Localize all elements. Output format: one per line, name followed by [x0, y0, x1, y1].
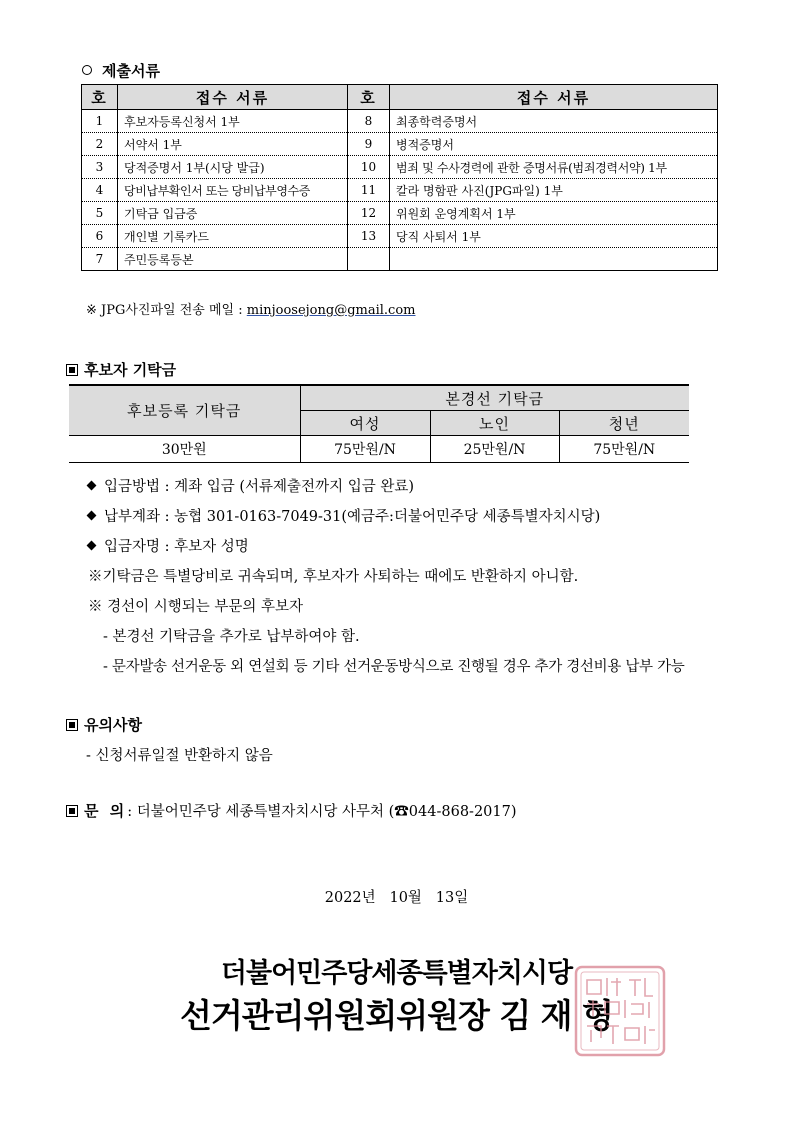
table-row: [82, 110, 718, 133]
table-row: [82, 248, 718, 271]
inquiry-heading: 문 의: [84, 802, 128, 820]
bullet-text: 입금자명 : 후보자 성명: [104, 539, 249, 555]
table-header-row: [69, 385, 689, 411]
table-row: [82, 133, 718, 156]
table-row: [82, 179, 718, 202]
caution-item: - 신청서류일절 반환하지 않음: [86, 748, 273, 764]
email-note: [86, 299, 416, 318]
diamond-bullet-icon: [87, 541, 97, 551]
doc-no: 7: [82, 248, 118, 271]
note-primary-item: - 문자발송 선거운동 외 연설회 등 기타 선거운동방식으로 진행될 경우 추가 경선비용 납부 가능: [103, 659, 685, 675]
submit-documents-table: [81, 84, 718, 271]
doc-name: 개인별 기록카드: [118, 225, 348, 248]
document-date: 2022년 10월 13일: [324, 890, 469, 906]
header-no: 호: [348, 85, 390, 110]
doc-name: 당직 사퇴서 1부: [390, 225, 718, 248]
doc-no: 9: [348, 133, 390, 156]
email-note-label: ※ JPG사진파일 전송 메일 :: [86, 303, 247, 318]
inquiry-row: [66, 800, 517, 821]
doc-no: 4: [82, 179, 118, 202]
doc-no: 8: [348, 110, 390, 133]
diamond-bullet-icon: [87, 481, 97, 491]
doc-no: 3: [82, 156, 118, 179]
doc-no: 13: [348, 225, 390, 248]
header-youth: 청년: [559, 411, 689, 436]
doc-name: 최종학력증명서: [390, 110, 718, 133]
doc-name: 후보자등록신청서 1부: [118, 110, 348, 133]
elderly-deposit-value: 25만원/N: [430, 436, 559, 463]
table-row: [82, 225, 718, 248]
caution-heading: 유의사항: [84, 716, 142, 734]
header-registration-deposit: 후보등록 기탁금: [69, 385, 300, 436]
square-bullet-icon: [66, 364, 78, 376]
doc-no: 12: [348, 202, 390, 225]
submit-heading: 제출서류: [102, 62, 160, 80]
signer-title: 선거관리위원회위원장 김 재 형: [180, 996, 613, 1035]
note-refund: ※기탁금은 특별당비로 귀속되며, 후보자가 사퇴하는 때에도 반환하지 아니함.: [88, 569, 579, 585]
doc-name: 기탁금 입금증: [118, 202, 348, 225]
caution-heading-row: [66, 714, 142, 735]
inquiry-text: : 더불어민주당 세종특별자치시당 사무처 (☎044-868-2017): [127, 804, 517, 820]
note-primary: ※ 경선이 시행되는 부문의 후보자: [88, 599, 304, 615]
header-document: 접수 서류: [390, 85, 718, 110]
women-deposit-value: 75만원/N: [300, 436, 430, 463]
square-bullet-icon: [66, 805, 78, 817]
doc-no: 6: [82, 225, 118, 248]
official-seal-icon: [573, 964, 667, 1058]
deposit-heading-row: [66, 359, 176, 380]
deposit-table: [69, 384, 689, 463]
circle-bullet-icon: [82, 65, 92, 75]
table-row: [69, 436, 689, 463]
bullet-account: [88, 505, 600, 526]
table-row: [82, 156, 718, 179]
doc-no: [348, 248, 390, 271]
doc-name: 당비납부확인서 또는 당비납부영수증: [118, 179, 348, 202]
submit-heading-row: [82, 60, 160, 81]
doc-name: 서약서 1부: [118, 133, 348, 156]
bullet-depositor: [88, 535, 249, 556]
organization-name: 더불어민주당세종특별자치시당: [220, 958, 573, 989]
doc-no: 10: [348, 156, 390, 179]
header-elderly: 노인: [430, 411, 559, 436]
doc-no: 11: [348, 179, 390, 202]
doc-name: [390, 248, 718, 271]
doc-name: 당적증명서 1부(시당 발급): [118, 156, 348, 179]
doc-name: 병적증명서: [390, 133, 718, 156]
table-row: [82, 202, 718, 225]
header-women: 여성: [300, 411, 430, 436]
doc-no: 1: [82, 110, 118, 133]
table-header-row: [82, 85, 718, 110]
bullet-payment-method: [88, 475, 414, 496]
bullet-text: 납부계좌 : 농협 301-0163-7049-31(예금주:더불어민주당 세종특별자치시당): [104, 509, 601, 525]
doc-name: 칼라 명함판 사진(JPG파일) 1부: [390, 179, 718, 202]
doc-no: 2: [82, 133, 118, 156]
youth-deposit-value: 75만원/N: [559, 436, 689, 463]
bullet-text: 입금방법 : 계좌 입금 (서류제출전까지 입금 완료): [104, 479, 414, 495]
registration-deposit-value: 30만원: [69, 436, 300, 463]
doc-name: 주민등록등본: [118, 248, 348, 271]
header-primary-deposit: 본경선 기탁금: [300, 385, 689, 411]
deposit-heading: 후보자 기탁금: [84, 361, 177, 379]
doc-no: 5: [82, 202, 118, 225]
note-primary-item: - 본경선 기탁금을 추가로 납부하여야 함.: [103, 629, 360, 645]
email-link[interactable]: minjoosejong@gmail.com: [246, 303, 416, 318]
doc-name: 범죄 및 수사경력에 관한 증명서류(범죄경력서약) 1부: [390, 156, 718, 179]
diamond-bullet-icon: [87, 511, 97, 521]
header-document: 접수 서류: [118, 85, 348, 110]
header-no: 호: [82, 85, 118, 110]
square-bullet-icon: [66, 719, 78, 731]
doc-name: 위원회 운영계획서 1부: [390, 202, 718, 225]
